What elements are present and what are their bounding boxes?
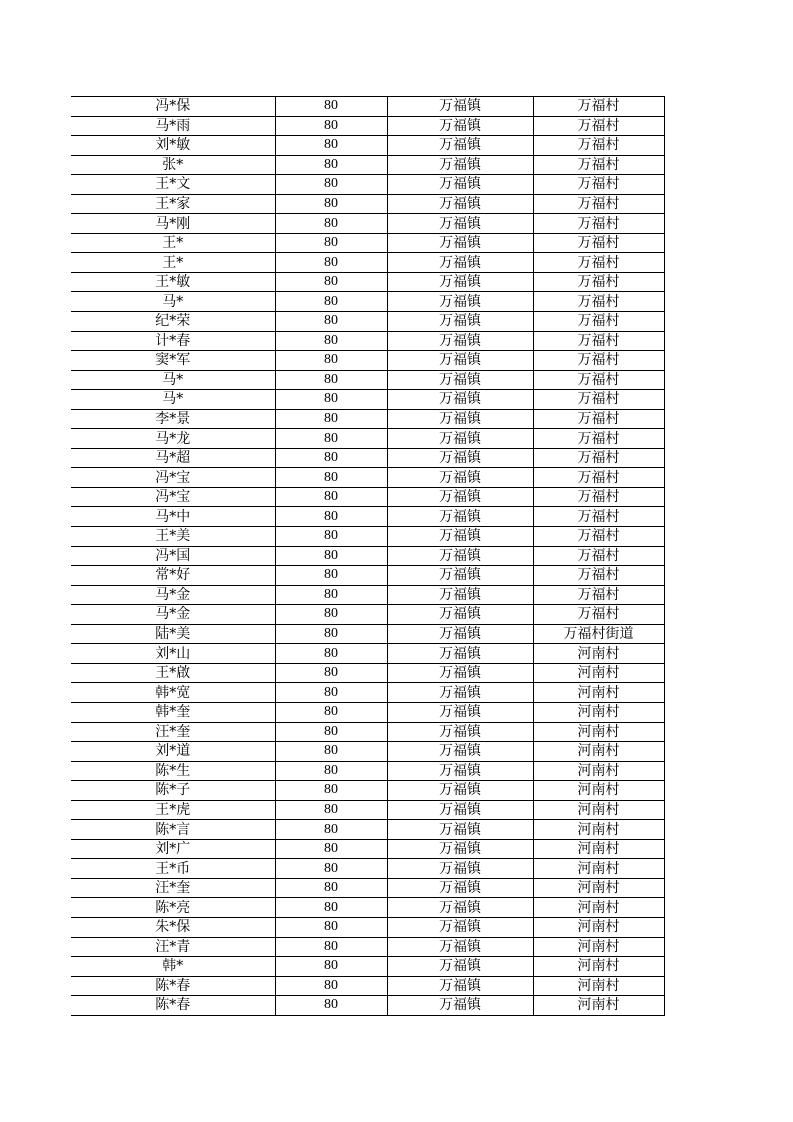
town-cell: 万福镇	[387, 702, 533, 722]
amount-cell: 80	[275, 722, 387, 742]
name-cell: 刘*敏	[71, 136, 275, 156]
town-cell: 万福镇	[387, 722, 533, 742]
table-row	[71, 468, 664, 488]
name-cell: 窦*军	[71, 351, 275, 371]
town-cell: 万福镇	[387, 996, 533, 1016]
name-cell: 冯*宝	[71, 468, 275, 488]
village-cell: 万福村	[533, 136, 664, 156]
name-cell: 刘*广	[71, 839, 275, 859]
village-cell: 万福村	[533, 233, 664, 253]
town-cell: 万福镇	[387, 351, 533, 371]
table-row	[71, 409, 664, 429]
name-cell: 常*好	[71, 566, 275, 586]
name-cell: 纪*荣	[71, 312, 275, 332]
village-cell: 河南村	[533, 722, 664, 742]
name-cell: 马*	[71, 390, 275, 410]
name-cell: 陈*生	[71, 761, 275, 781]
amount-cell: 80	[275, 957, 387, 977]
amount-cell: 80	[275, 116, 387, 136]
town-cell: 万福镇	[387, 409, 533, 429]
village-cell: 万福村	[533, 566, 664, 586]
town-cell: 万福镇	[387, 898, 533, 918]
village-cell: 河南村	[533, 663, 664, 683]
table-row	[71, 194, 664, 214]
amount-cell: 80	[275, 331, 387, 351]
village-cell: 万福村	[533, 292, 664, 312]
name-cell: 冯*国	[71, 546, 275, 566]
village-cell: 万福村	[533, 390, 664, 410]
village-cell: 万福村	[533, 331, 664, 351]
amount-cell: 80	[275, 253, 387, 273]
village-cell: 万福村街道	[533, 624, 664, 644]
table-row	[71, 546, 664, 566]
village-cell: 万福村	[533, 527, 664, 547]
name-cell: 王*敏	[71, 272, 275, 292]
table-row	[71, 507, 664, 527]
town-cell: 万福镇	[387, 390, 533, 410]
name-cell: 陈*言	[71, 820, 275, 840]
table-row	[71, 702, 664, 722]
town-cell: 万福镇	[387, 468, 533, 488]
town-cell: 万福镇	[387, 116, 533, 136]
town-cell: 万福镇	[387, 683, 533, 703]
amount-cell: 80	[275, 292, 387, 312]
town-cell: 万福镇	[387, 97, 533, 117]
name-cell: 马*金	[71, 605, 275, 625]
village-cell: 万福村	[533, 272, 664, 292]
village-cell: 河南村	[533, 859, 664, 879]
town-cell: 万福镇	[387, 585, 533, 605]
amount-cell: 80	[275, 390, 387, 410]
table-row	[71, 859, 664, 879]
amount-cell: 80	[275, 859, 387, 879]
amount-cell: 80	[275, 507, 387, 527]
name-cell: 马*金	[71, 585, 275, 605]
name-cell: 马*	[71, 292, 275, 312]
table-row	[71, 136, 664, 156]
table-row	[71, 644, 664, 664]
amount-cell: 80	[275, 996, 387, 1016]
table-row	[71, 233, 664, 253]
name-cell: 陈*春	[71, 996, 275, 1016]
table-row	[71, 820, 664, 840]
table-row	[71, 976, 664, 996]
table-row	[71, 487, 664, 507]
amount-cell: 80	[275, 136, 387, 156]
village-cell: 万福村	[533, 116, 664, 136]
name-cell: 冯*保	[71, 97, 275, 117]
town-cell: 万福镇	[387, 957, 533, 977]
name-cell: 陆*美	[71, 624, 275, 644]
table-row	[71, 331, 664, 351]
table-row	[71, 624, 664, 644]
table-row	[71, 97, 664, 117]
village-cell: 河南村	[533, 761, 664, 781]
table-row	[71, 370, 664, 390]
amount-cell: 80	[275, 448, 387, 468]
name-cell: 韩*宽	[71, 683, 275, 703]
name-cell: 马*龙	[71, 429, 275, 449]
village-cell: 万福村	[533, 487, 664, 507]
name-cell: 王*美	[71, 527, 275, 547]
table-row	[71, 996, 664, 1016]
village-cell: 万福村	[533, 585, 664, 605]
table-row	[71, 448, 664, 468]
town-cell: 万福镇	[387, 937, 533, 957]
town-cell: 万福镇	[387, 253, 533, 273]
amount-cell: 80	[275, 644, 387, 664]
table-row	[71, 742, 664, 762]
amount-cell: 80	[275, 566, 387, 586]
name-cell: 王*	[71, 253, 275, 273]
village-cell: 河南村	[533, 644, 664, 664]
amount-cell: 80	[275, 839, 387, 859]
village-cell: 万福村	[533, 97, 664, 117]
name-cell: 汪*青	[71, 937, 275, 957]
name-cell: 李*景	[71, 409, 275, 429]
amount-cell: 80	[275, 527, 387, 547]
town-cell: 万福镇	[387, 292, 533, 312]
village-cell: 河南村	[533, 820, 664, 840]
town-cell: 万福镇	[387, 546, 533, 566]
town-cell: 万福镇	[387, 839, 533, 859]
table-row	[71, 312, 664, 332]
table-row	[71, 839, 664, 859]
table-row	[71, 429, 664, 449]
amount-cell: 80	[275, 429, 387, 449]
table-row	[71, 898, 664, 918]
village-cell: 河南村	[533, 917, 664, 937]
amount-cell: 80	[275, 663, 387, 683]
town-cell: 万福镇	[387, 605, 533, 625]
town-cell: 万福镇	[387, 233, 533, 253]
name-cell: 汪*奎	[71, 878, 275, 898]
town-cell: 万福镇	[387, 175, 533, 195]
name-cell: 马*刚	[71, 214, 275, 234]
amount-cell: 80	[275, 761, 387, 781]
village-cell: 河南村	[533, 839, 664, 859]
table-row	[71, 605, 664, 625]
town-cell: 万福镇	[387, 272, 533, 292]
village-cell: 万福村	[533, 507, 664, 527]
name-cell: 马*中	[71, 507, 275, 527]
table-row	[71, 761, 664, 781]
town-cell: 万福镇	[387, 331, 533, 351]
amount-cell: 80	[275, 175, 387, 195]
name-cell: 陈*亮	[71, 898, 275, 918]
name-cell: 韩*	[71, 957, 275, 977]
village-cell: 万福村	[533, 468, 664, 488]
amount-cell: 80	[275, 409, 387, 429]
village-cell: 河南村	[533, 957, 664, 977]
amount-cell: 80	[275, 546, 387, 566]
amount-cell: 80	[275, 917, 387, 937]
name-cell: 王*家	[71, 194, 275, 214]
amount-cell: 80	[275, 605, 387, 625]
village-cell: 万福村	[533, 605, 664, 625]
town-cell: 万福镇	[387, 312, 533, 332]
table-row	[71, 390, 664, 410]
table-row	[71, 272, 664, 292]
table-row	[71, 878, 664, 898]
town-cell: 万福镇	[387, 214, 533, 234]
amount-cell: 80	[275, 155, 387, 175]
table-row	[71, 116, 664, 136]
amount-cell: 80	[275, 370, 387, 390]
amount-cell: 80	[275, 351, 387, 371]
village-cell: 河南村	[533, 683, 664, 703]
town-cell: 万福镇	[387, 624, 533, 644]
village-cell: 万福村	[533, 546, 664, 566]
data-table	[71, 96, 665, 1016]
name-cell: 王*币	[71, 859, 275, 879]
town-cell: 万福镇	[387, 507, 533, 527]
table-row	[71, 527, 664, 547]
town-cell: 万福镇	[387, 781, 533, 801]
name-cell: 王*虎	[71, 800, 275, 820]
name-cell: 马*雨	[71, 116, 275, 136]
town-cell: 万福镇	[387, 644, 533, 664]
amount-cell: 80	[275, 878, 387, 898]
amount-cell: 80	[275, 624, 387, 644]
town-cell: 万福镇	[387, 155, 533, 175]
town-cell: 万福镇	[387, 663, 533, 683]
town-cell: 万福镇	[387, 800, 533, 820]
village-cell: 万福村	[533, 214, 664, 234]
town-cell: 万福镇	[387, 859, 533, 879]
town-cell: 万福镇	[387, 917, 533, 937]
village-cell: 河南村	[533, 937, 664, 957]
town-cell: 万福镇	[387, 487, 533, 507]
town-cell: 万福镇	[387, 976, 533, 996]
village-cell: 万福村	[533, 448, 664, 468]
name-cell: 王*	[71, 233, 275, 253]
village-cell: 万福村	[533, 429, 664, 449]
town-cell: 万福镇	[387, 136, 533, 156]
village-cell: 河南村	[533, 702, 664, 722]
town-cell: 万福镇	[387, 742, 533, 762]
amount-cell: 80	[275, 742, 387, 762]
table-row	[71, 937, 664, 957]
amount-cell: 80	[275, 937, 387, 957]
name-cell: 张*	[71, 155, 275, 175]
amount-cell: 80	[275, 585, 387, 605]
name-cell: 陈*子	[71, 781, 275, 801]
table-row	[71, 351, 664, 371]
village-cell: 万福村	[533, 253, 664, 273]
amount-cell: 80	[275, 898, 387, 918]
name-cell: 马*超	[71, 448, 275, 468]
town-cell: 万福镇	[387, 194, 533, 214]
name-cell: 汪*奎	[71, 722, 275, 742]
amount-cell: 80	[275, 702, 387, 722]
amount-cell: 80	[275, 781, 387, 801]
village-cell: 河南村	[533, 800, 664, 820]
amount-cell: 80	[275, 976, 387, 996]
name-cell: 刘*山	[71, 644, 275, 664]
table-row	[71, 683, 664, 703]
village-cell: 河南村	[533, 996, 664, 1016]
amount-cell: 80	[275, 468, 387, 488]
village-cell: 万福村	[533, 351, 664, 371]
village-cell: 万福村	[533, 409, 664, 429]
table-row	[71, 663, 664, 683]
town-cell: 万福镇	[387, 566, 533, 586]
name-cell: 冯*宝	[71, 487, 275, 507]
table-row	[71, 800, 664, 820]
town-cell: 万福镇	[387, 448, 533, 468]
village-cell: 万福村	[533, 155, 664, 175]
village-cell: 万福村	[533, 312, 664, 332]
name-cell: 陈*春	[71, 976, 275, 996]
amount-cell: 80	[275, 194, 387, 214]
town-cell: 万福镇	[387, 878, 533, 898]
table-row	[71, 917, 664, 937]
village-cell: 万福村	[533, 175, 664, 195]
table-row	[71, 292, 664, 312]
town-cell: 万福镇	[387, 527, 533, 547]
amount-cell: 80	[275, 487, 387, 507]
amount-cell: 80	[275, 233, 387, 253]
table-row	[71, 781, 664, 801]
table-row	[71, 214, 664, 234]
table-row	[71, 722, 664, 742]
village-cell: 河南村	[533, 898, 664, 918]
name-cell: 计*春	[71, 331, 275, 351]
table-body	[71, 97, 664, 1016]
amount-cell: 80	[275, 820, 387, 840]
table-row	[71, 175, 664, 195]
table-row	[71, 566, 664, 586]
town-cell: 万福镇	[387, 429, 533, 449]
town-cell: 万福镇	[387, 820, 533, 840]
name-cell: 王*啟	[71, 663, 275, 683]
village-cell: 河南村	[533, 878, 664, 898]
village-cell: 河南村	[533, 742, 664, 762]
amount-cell: 80	[275, 272, 387, 292]
amount-cell: 80	[275, 97, 387, 117]
name-cell: 刘*道	[71, 742, 275, 762]
amount-cell: 80	[275, 800, 387, 820]
name-cell: 朱*保	[71, 917, 275, 937]
table-row	[71, 155, 664, 175]
amount-cell: 80	[275, 214, 387, 234]
amount-cell: 80	[275, 312, 387, 332]
amount-cell: 80	[275, 683, 387, 703]
table-row	[71, 253, 664, 273]
name-cell: 王*文	[71, 175, 275, 195]
village-cell: 万福村	[533, 194, 664, 214]
village-cell: 万福村	[533, 370, 664, 390]
table-row	[71, 957, 664, 977]
village-cell: 河南村	[533, 781, 664, 801]
name-cell: 韩*奎	[71, 702, 275, 722]
name-cell: 马*	[71, 370, 275, 390]
village-cell: 河南村	[533, 976, 664, 996]
town-cell: 万福镇	[387, 761, 533, 781]
table-row	[71, 585, 664, 605]
town-cell: 万福镇	[387, 370, 533, 390]
